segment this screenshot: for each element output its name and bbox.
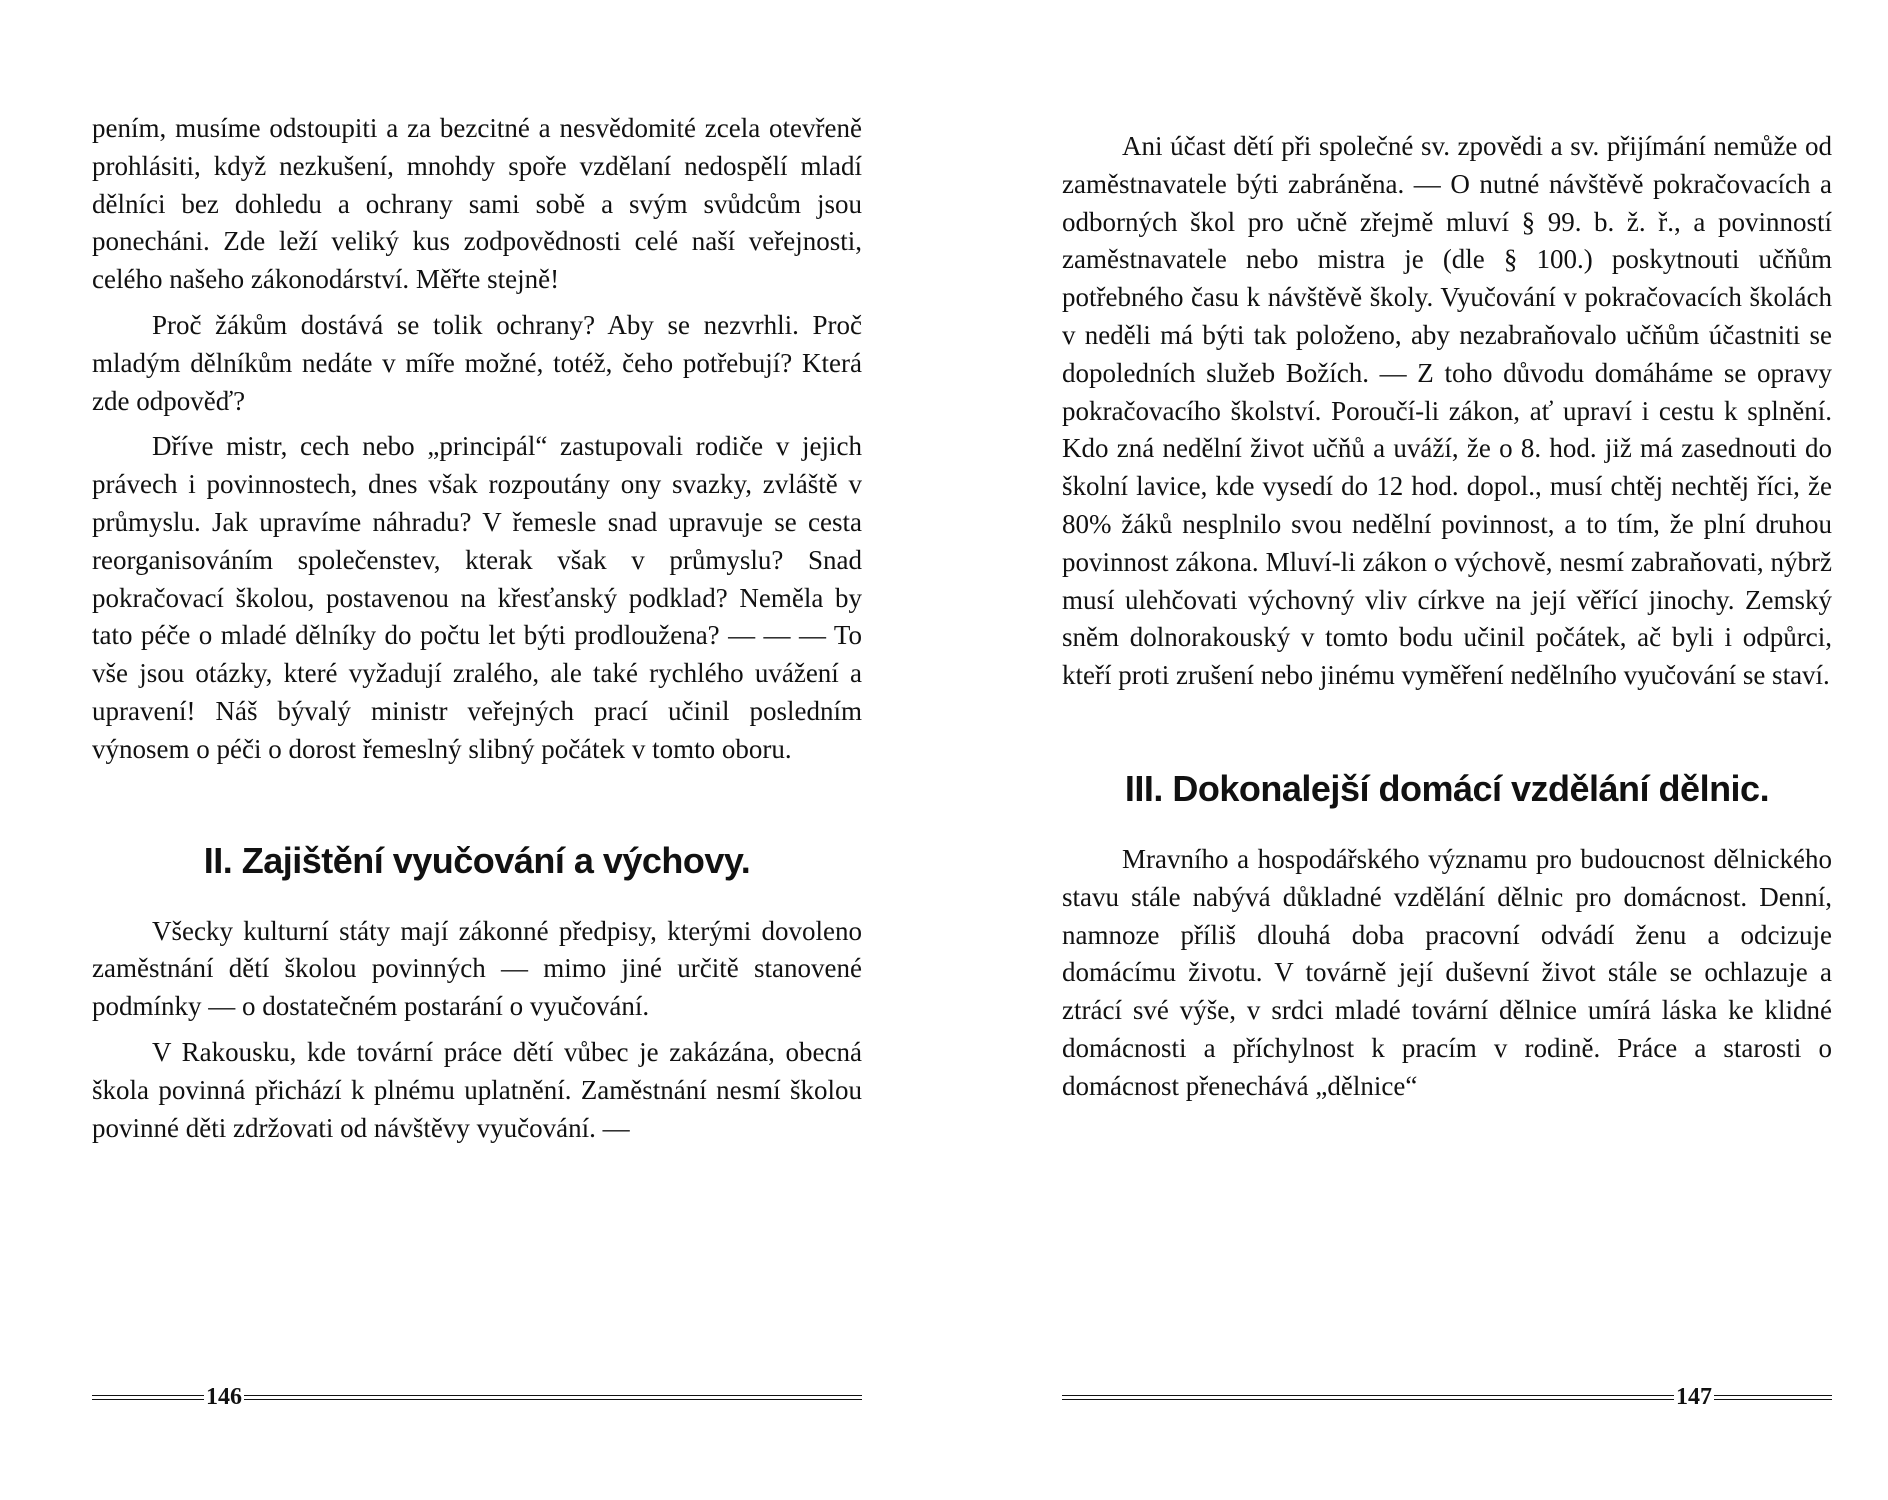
page-number-left: 146 — [206, 1384, 242, 1410]
left-paragraph-3: Dříve mistr, cech nebo „principál“ zastupovali rodiče v jejich právech i povinnostech, dnes však rozpoutány ony svazky, zvláště v průmyslu. Jak upravíme náhradu? V řemesle snad upravuje se cesta reorganisováním společenstev, kterak však v průmyslu? Snad pokračovací školou, postavenou na křesťanský podklad? Neměla by tato péče o mladé dělníky do počtu let býti prodloužena? — — — To vše jsou otázky, které vyžadují zralého, ale také rychlého uvážení a upravení! Náš bývalý ministr veřejných prací učinil posledním výnosem o péči o dorost řemeslný slibný počátek v tomto oboru. — [92, 431, 862, 764]
right-paragraph-1: Ani účast dětí při společné sv. zpovědi a sv. přijímání nemůže od zaměstnavatele býti zabráněna. — O nutné návštěvě pokračovacích a odborných škol pro učně zřejmě mluví § 99. b. ž. ř., a povinností zaměstnavatele nebo mistra je (dle § 100.) poskytnouti učňům potřebného času k návštěvě školy. Vyučování v pokračovacích školách v neděli má býti tak položeno, aby nezabraňovalo učňům účastniti se dopoledních služeb Božích. — Z toho důvodu domáháme se opravy pokračovacího školství. Poroučí-li zákon, ať upraví i cestu k splnění. Kdo zná nedělní život učňů a uváží, že o 8. hod. již má zasednouti do školní lavice, kde vysedí do 12 hod. dopol., musí chtěj nechtěj říci, že 80% žáků nesplnilo svou nedělní povinnost, a to tím, že plní druhou povinnost zákona. Mluví-li zákon o výchově, nesmí zabraňovati, nýbrž musí ulehčovati výchovný vliv církve na její věřící jinochy. Zemský sněm dolnorakouský v tomto bodu učinil počátek, ač byli i odpůrci, kteří proti zrušení nebo jinému vyměření nedělního vyučování se staví. — [1062, 131, 1832, 691]
right-page — [1062, 128, 1832, 1106]
right-section-paragraph-1: Mravního a hospodářského významu pro budoucnost dělnického stavu stále nabývá důkladné vzdělání dělnic pro domácnost. Denní, namnoze příliš dlouhá doba pracovní odvádí ženu a odcizuje domácímu životu. V továrně její duševní život stále se ochlazuje a ztrácí své výše, v srdci mladé tovární dělnice umírá láska ke klidné domácnosti a příchylnost k pracím v rodině. Práce a starosti o domácnost přenechává „dělnice“ — [1062, 843, 1832, 1101]
left-section-paragraph-1: Všecky kulturní státy mají zákonné předpisy, kterými dovoleno zaměstnání dětí školou povinných — mimo jiné určitě stanovené podmínky — o dostatečném postarání o vyučování. — [92, 915, 862, 1022]
footer-rule-left — [92, 1395, 204, 1400]
section-heading-iii: III. Dokonalejší domácí vzdělání dělnic. — [1124, 767, 1770, 809]
left-paragraph-1: pením, musíme odstoupiti a za bezcitné a nesvědomité zcela otevřeně prohlásiti, když nezkušení, mnohdy spoře vzdělaní nedospělí mladí dělníci bez dohledu a ochrany sami sobě a svým svůdcům jsou ponecháni. Zde leží veliký kus zodpovědnosti celé naší veřejnosti, celého našeho zákonodárství. Měřte stejně! — [92, 113, 862, 295]
left-section-paragraph-2: V Rakousku, kde tovární práce dětí vůbec je zakázána, obecná škola povinná přichází k plnému uplatnění. Zaměstnání nesmí školou povinné děti zdržovati od návštěvy vyučování. — — [92, 1036, 862, 1143]
section-heading-ii: II. Zajištění vyučování a výchovy. — [203, 839, 751, 881]
page-number-right: 147 — [1676, 1384, 1712, 1410]
footer-rule-right — [244, 1395, 862, 1400]
left-page — [92, 110, 862, 1147]
footer-rule-right — [1714, 1395, 1832, 1400]
footer-rule-left — [1062, 1395, 1674, 1400]
left-page-footer — [92, 1384, 862, 1410]
left-paragraph-2: Proč žákům dostává se tolik ochrany? Aby se nezvrhli. Proč mladým dělníkům nedáte v míře možné, totéž, čeho potřebují? Která zde odpověď? — [92, 309, 862, 416]
right-page-footer — [1062, 1384, 1832, 1410]
